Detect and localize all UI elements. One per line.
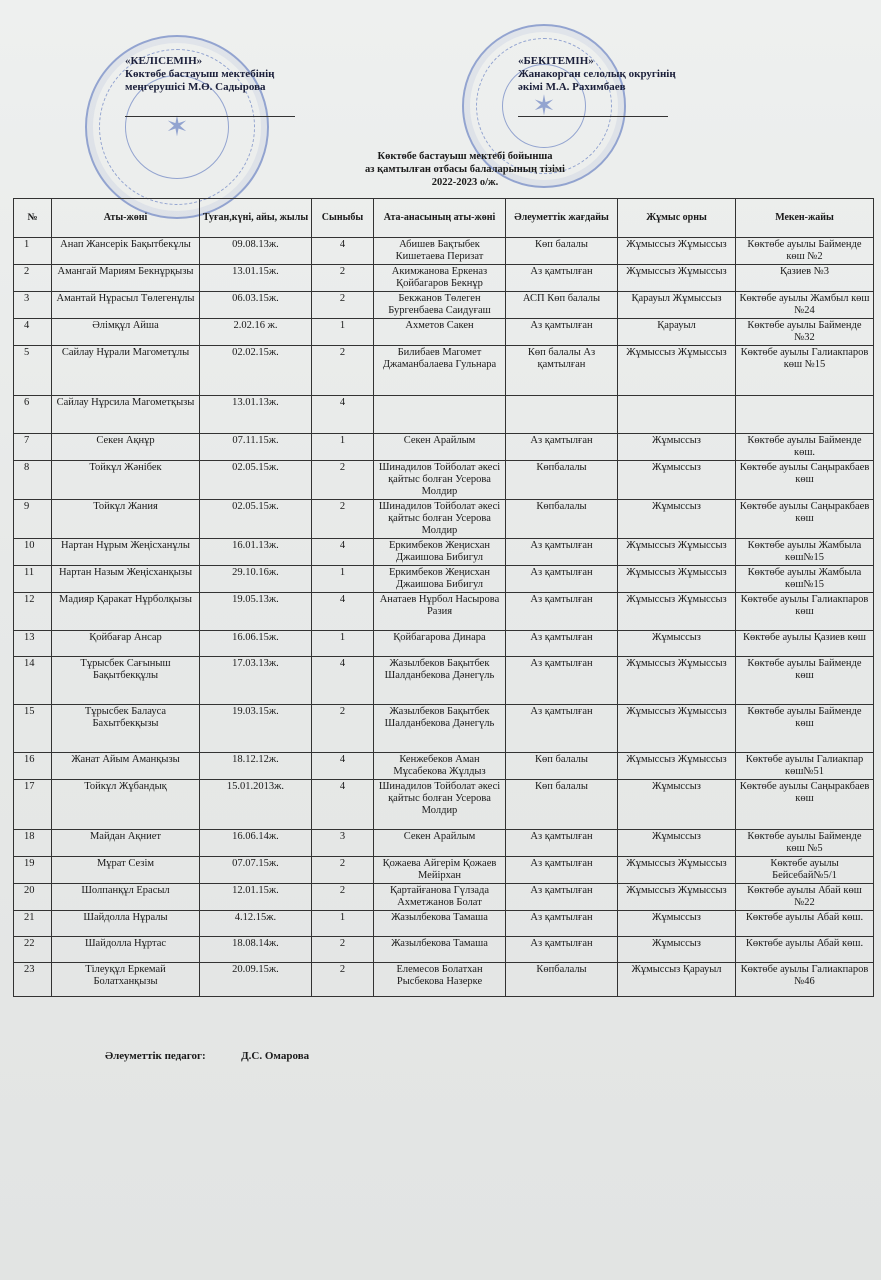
table-row — [14, 631, 874, 657]
table-row — [14, 461, 874, 500]
row-parents: Секен Арайлым — [374, 434, 506, 461]
header-grade: Сыныбы — [312, 199, 374, 238]
table-row — [14, 884, 874, 911]
row-workplace: Жұмыссыз Жұмыссыз — [618, 884, 736, 911]
row-parents: Жазылбекова Тамаша — [374, 911, 506, 937]
row-number: 11 — [14, 566, 52, 593]
row-workplace: Жұмыссыз — [618, 780, 736, 830]
row-birthdate: 19.03.15ж. — [200, 705, 312, 753]
row-address: Көктөбе ауылы Баймендe №32 — [736, 319, 874, 346]
row-address: Көктөбе ауылы Саңыракбаев көш — [736, 780, 874, 830]
row-parents — [374, 396, 506, 434]
row-birthdate: 15.01.2013ж. — [200, 780, 312, 830]
row-social-status: Көп балалы — [506, 753, 618, 780]
row-workplace: Жұмыссыз Жұмыссыз — [618, 857, 736, 884]
students-table — [13, 198, 874, 997]
row-birthdate: 18.08.14ж. — [200, 937, 312, 963]
row-birthdate: 02.05.15ж. — [200, 461, 312, 500]
row-address: Көктөбе ауылы Баймендe көш — [736, 657, 874, 705]
row-number: 3 — [14, 292, 52, 319]
row-parents: Секен Арайлым — [374, 830, 506, 857]
row-name: Мұрат Сезім — [52, 857, 200, 884]
approval-right-line1: Жанакорган селолық округінің — [518, 68, 676, 80]
footer-role: Әлеуметтік педагог: — [105, 1050, 206, 1062]
table-row — [14, 566, 874, 593]
row-name: Қойбағар Ансар — [52, 631, 200, 657]
row-name: Секен Ақнұр — [52, 434, 200, 461]
row-workplace: Жұмыссыз — [618, 434, 736, 461]
row-birthdate: 19.05.13ж. — [200, 593, 312, 631]
row-grade: 4 — [312, 753, 374, 780]
row-grade: 2 — [312, 884, 374, 911]
row-address: Көктөбе ауылы Абай көш №22 — [736, 884, 874, 911]
table-row — [14, 292, 874, 319]
signature-footer — [105, 1050, 309, 1062]
row-name: Шайдолла Нұртас — [52, 937, 200, 963]
header-workplace: Жұмыс орны — [618, 199, 736, 238]
row-social-status: Аз қамтылған — [506, 593, 618, 631]
row-address: Көктөбе ауылы Жамбыла көш№15 — [736, 566, 874, 593]
row-address: Көктөбе ауылы Баймендe көш — [736, 705, 874, 753]
row-workplace: Жұмыссыз Жұмыссыз — [618, 566, 736, 593]
row-parents: Еркимбеков Жеңисхан Джаишова Бибигул — [374, 539, 506, 566]
row-name: Мадияр Қаракат Нұрболқызы — [52, 593, 200, 631]
row-workplace: Жұмыссыз — [618, 500, 736, 539]
row-social-status: Аз қамтылған — [506, 319, 618, 346]
row-number: 14 — [14, 657, 52, 705]
row-grade: 1 — [312, 319, 374, 346]
row-social-status: Аз қамтылған — [506, 539, 618, 566]
row-birthdate: 13.01.15ж. — [200, 265, 312, 292]
row-birthdate: 12.01.15ж. — [200, 884, 312, 911]
row-address: Қазиев №3 — [736, 265, 874, 292]
row-social-status — [506, 396, 618, 434]
row-name: Майдан Ақниет — [52, 830, 200, 857]
row-grade: 2 — [312, 265, 374, 292]
row-number: 12 — [14, 593, 52, 631]
row-birthdate: 07.07.15ж. — [200, 857, 312, 884]
row-name: Тойкұл Жания — [52, 500, 200, 539]
row-parents: Билибаев Магомет Джаманбалаева Гульнара — [374, 346, 506, 396]
row-workplace: Қарауыл — [618, 319, 736, 346]
table-row — [14, 238, 874, 265]
title-line-2: аз қамтылған отбасы балаларының тізімі — [365, 164, 565, 175]
row-address: Көктөбе ауылы Баймендe көш №2 — [736, 238, 874, 265]
row-number: 23 — [14, 963, 52, 997]
row-name: Жанат Айым Аманқызы — [52, 753, 200, 780]
row-address: Көктөбе ауылы Галиакпаров көш №15 — [736, 346, 874, 396]
row-address: Көктөбе ауылы Саңыракбаев көш — [736, 461, 874, 500]
signature-line-left — [125, 115, 295, 117]
row-workplace: Жұмыссыз — [618, 461, 736, 500]
row-address: Көктөбе ауылы Галиакпаров көш — [736, 593, 874, 631]
row-social-status: Аз қамтылған — [506, 857, 618, 884]
table-row — [14, 705, 874, 753]
row-parents: Жазылбеков Бақытбек Шалданбекова Дәнегүль — [374, 657, 506, 705]
table-row — [14, 500, 874, 539]
row-address: Көктөбе ауылы Саңыракбаев көш — [736, 500, 874, 539]
row-name: Амантай Нұрасыл Төлегенұлы — [52, 292, 200, 319]
header-address: Мекен-жайы — [736, 199, 874, 238]
row-grade: 4 — [312, 396, 374, 434]
row-number: 21 — [14, 911, 52, 937]
row-grade: 1 — [312, 911, 374, 937]
table-row — [14, 434, 874, 461]
row-workplace: Жұмыссыз Жұмыссыз — [618, 753, 736, 780]
document-title — [300, 150, 630, 189]
row-grade: 2 — [312, 461, 374, 500]
row-grade: 3 — [312, 830, 374, 857]
row-parents: Қойбагарова Динара — [374, 631, 506, 657]
row-number: 18 — [14, 830, 52, 857]
row-number: 20 — [14, 884, 52, 911]
table-row — [14, 937, 874, 963]
row-grade: 2 — [312, 346, 374, 396]
row-birthdate: 13.01.13ж. — [200, 396, 312, 434]
signature-line-right — [518, 115, 668, 117]
row-workplace: Жұмыссыз — [618, 631, 736, 657]
row-grade: 2 — [312, 292, 374, 319]
row-grade: 2 — [312, 937, 374, 963]
row-grade: 4 — [312, 657, 374, 705]
row-parents: Шинадилов Тойболат әкесі қайтыс болған Усерова Молдир — [374, 461, 506, 500]
row-parents: Шинадилов Тойболат әкесі қайтыс болған Усерова Молдир — [374, 500, 506, 539]
row-social-status: Аз қамтылған — [506, 830, 618, 857]
row-parents: Елемесов Болатхан Рысбекова Назерке — [374, 963, 506, 997]
row-address: Көктөбе ауылы Абай көш. — [736, 911, 874, 937]
row-grade: 1 — [312, 566, 374, 593]
row-social-status: Көп балалы — [506, 780, 618, 830]
row-name: Әлімқұл Айша — [52, 319, 200, 346]
row-social-status: Көп балалы — [506, 238, 618, 265]
row-social-status: Аз қамтылған — [506, 434, 618, 461]
row-social-status: Көпбалалы — [506, 461, 618, 500]
row-address: Көктөбе ауылы Галиакпар көш№51 — [736, 753, 874, 780]
row-number: 4 — [14, 319, 52, 346]
row-name: Нартан Нұрым Жеңісханұлы — [52, 539, 200, 566]
table-row — [14, 539, 874, 566]
row-parents: Кенжебеков Аман Мұсабекова Жұлдыз — [374, 753, 506, 780]
row-name: Шайдолла Нұралы — [52, 911, 200, 937]
row-workplace: Жұмыссыз — [618, 937, 736, 963]
row-address: Көктөбе ауылы Баймендe көш №5 — [736, 830, 874, 857]
header-number: № — [14, 199, 52, 238]
row-name: Шолпанқұл Ерасыл — [52, 884, 200, 911]
header-parents: Ата-анасының аты-жөні — [374, 199, 506, 238]
approval-block-right — [518, 55, 676, 94]
row-workplace: Жұмыссыз Жұмыссыз — [618, 705, 736, 753]
row-address: Көктөбе ауылы Бейсебай№5/1 — [736, 857, 874, 884]
row-name: Тойкұл Жұбандық — [52, 780, 200, 830]
row-social-status: Аз қамтылған — [506, 911, 618, 937]
row-address: Көктөбе ауылы Абай көш. — [736, 937, 874, 963]
row-number: 8 — [14, 461, 52, 500]
table-row — [14, 753, 874, 780]
row-number: 9 — [14, 500, 52, 539]
row-number: 1 — [14, 238, 52, 265]
row-birthdate: 09.08.13ж. — [200, 238, 312, 265]
table-row — [14, 593, 874, 631]
row-workplace — [618, 396, 736, 434]
row-grade: 4 — [312, 238, 374, 265]
row-address: Көктөбе ауылы Қазиев көш — [736, 631, 874, 657]
row-grade: 4 — [312, 780, 374, 830]
row-social-status: Көп балалы Аз қамтылған — [506, 346, 618, 396]
title-line-3: 2022-2023 о/ж. — [431, 177, 499, 188]
row-grade: 4 — [312, 593, 374, 631]
row-number: 15 — [14, 705, 52, 753]
row-number: 7 — [14, 434, 52, 461]
row-name: Амангай Мариям Бекнұрқызы — [52, 265, 200, 292]
row-number: 13 — [14, 631, 52, 657]
header-birthdate: Туған,күні, айы, жылы — [200, 199, 312, 238]
row-number: 17 — [14, 780, 52, 830]
row-birthdate: 4.12.15ж. — [200, 911, 312, 937]
row-social-status: Аз қамтылған — [506, 884, 618, 911]
row-number: 2 — [14, 265, 52, 292]
row-workplace: Жұмыссыз Жұмыссыз — [618, 346, 736, 396]
row-grade: 1 — [312, 631, 374, 657]
table-row — [14, 830, 874, 857]
row-number: 22 — [14, 937, 52, 963]
row-number: 19 — [14, 857, 52, 884]
row-social-status: Аз қамтылған — [506, 937, 618, 963]
table-row — [14, 857, 874, 884]
row-birthdate: 16.06.14ж. — [200, 830, 312, 857]
title-line-1: Көктөбе бастауыш мектебі бойынша — [377, 151, 553, 162]
row-parents: Жазылбекова Тамаша — [374, 937, 506, 963]
row-birthdate: 2.02.16 ж. — [200, 319, 312, 346]
row-number: 5 — [14, 346, 52, 396]
row-social-status: Аз қамтылған — [506, 265, 618, 292]
row-name: Сайлау Нұрсила Магометқызы — [52, 396, 200, 434]
row-parents: Жазылбеков Бақытбек Шалданбекова Дәнегүль — [374, 705, 506, 753]
row-parents: Анатаев Нұрбол Насырова Разия — [374, 593, 506, 631]
row-birthdate: 17.03.13ж. — [200, 657, 312, 705]
row-workplace: Жұмыссыз Жұмыссыз — [618, 238, 736, 265]
row-birthdate: 18.12.12ж. — [200, 753, 312, 780]
row-workplace: Жұмыссыз Жұмыссыз — [618, 657, 736, 705]
table-row — [14, 319, 874, 346]
row-parents: Акимжанова Еркеназ Қойбагаров Бекнұр — [374, 265, 506, 292]
approval-right-header: «БЕКІТЕМІН» — [518, 55, 594, 67]
row-workplace: Жұмыссыз Жұмыссыз — [618, 593, 736, 631]
approval-right-line2: әкімі М.А. Рахимбаев — [518, 81, 626, 93]
row-workplace: Жұмыссыз — [618, 911, 736, 937]
row-name: Тұрысбек Сағыныш Бақытбекқұлы — [52, 657, 200, 705]
row-social-status: Аз қамтылған — [506, 566, 618, 593]
row-birthdate: 29.10.16ж. — [200, 566, 312, 593]
table-row — [14, 396, 874, 434]
approval-left-line1: Көктөбе бастауыш мектебінің — [125, 68, 275, 80]
table-row — [14, 780, 874, 830]
official-stamp-right: ✶ — [462, 24, 626, 188]
row-birthdate: 02.05.15ж. — [200, 500, 312, 539]
approval-block-left — [125, 55, 274, 94]
row-grade: 2 — [312, 705, 374, 753]
header-social-status: Әлеуметтік жағдайы — [506, 199, 618, 238]
row-birthdate: 20.09.15ж. — [200, 963, 312, 997]
row-name: Тойкұл Жәнібек — [52, 461, 200, 500]
row-birthdate: 16.01.13ж. — [200, 539, 312, 566]
row-address: Көктөбе ауылы Галиакпаров №46 — [736, 963, 874, 997]
row-name: Тұрысбек Балауса Бахытбекқызы — [52, 705, 200, 753]
row-social-status: Аз қамтылған — [506, 631, 618, 657]
row-social-status: Аз қамтылған — [506, 657, 618, 705]
row-parents: Бекжанов Төлеген Бургенбаева Саидуғаш — [374, 292, 506, 319]
row-parents: Қожаева Айгерім Қожаев Мейірхан — [374, 857, 506, 884]
row-parents: Шинадилов Тойболат әкесі қайтыс болған Усерова Молдир — [374, 780, 506, 830]
row-grade: 1 — [312, 434, 374, 461]
row-parents: Еркимбеков Жеңисхан Джаишова Бибигул — [374, 566, 506, 593]
row-social-status: Көпбалалы — [506, 500, 618, 539]
row-workplace: Жұмыссыз Қарауыл — [618, 963, 736, 997]
table-row — [14, 911, 874, 937]
row-address: Көктөбе ауылы Жамбыл көш №24 — [736, 292, 874, 319]
row-number: 10 — [14, 539, 52, 566]
table-header-row — [14, 199, 874, 238]
row-social-status: Көпбалалы — [506, 963, 618, 997]
row-parents: Абишев Бақтыбек Кишетаева Перизат — [374, 238, 506, 265]
header-name: Аты-жөні — [52, 199, 200, 238]
row-birthdate: 07.11.15ж. — [200, 434, 312, 461]
row-grade: 2 — [312, 500, 374, 539]
row-name: Нартан Назым Жеңісханқызы — [52, 566, 200, 593]
row-name: Анап Жансерік Бақытбекұлы — [52, 238, 200, 265]
row-address — [736, 396, 874, 434]
row-parents: Қартайғанова Гүлзада Ахметжанов Болат — [374, 884, 506, 911]
row-birthdate: 16.06.15ж. — [200, 631, 312, 657]
table-row — [14, 657, 874, 705]
footer-person: Д.С. Омарова — [241, 1050, 310, 1062]
table-row — [14, 963, 874, 997]
row-birthdate: 02.02.15ж. — [200, 346, 312, 396]
row-grade: 2 — [312, 857, 374, 884]
table-row — [14, 265, 874, 292]
row-workplace: Жұмыссыз Жұмыссыз — [618, 539, 736, 566]
row-workplace: Жұмыссыз — [618, 830, 736, 857]
table-row — [14, 346, 874, 396]
row-social-status: АСП Көп балалы — [506, 292, 618, 319]
row-address: Көктөбе ауылы Баймендe көш. — [736, 434, 874, 461]
approval-left-header: «КЕЛІСЕМІН» — [125, 55, 203, 67]
row-number: 16 — [14, 753, 52, 780]
row-number: 6 — [14, 396, 52, 434]
official-stamp-left: ✶ — [85, 35, 269, 219]
row-name: Тілеуқұл Еркемай Болатханқызы — [52, 963, 200, 997]
row-grade: 2 — [312, 963, 374, 997]
row-name: Сайлау Нұрали Магометұлы — [52, 346, 200, 396]
row-birthdate: 06.03.15ж. — [200, 292, 312, 319]
row-social-status: Аз қамтылған — [506, 705, 618, 753]
approval-left-line2: меңгерушісі М.Ө. Садырова — [125, 81, 266, 93]
row-grade: 4 — [312, 539, 374, 566]
row-workplace: Жұмыссыз Жұмыссыз — [618, 265, 736, 292]
row-parents: Ахметов Сакен — [374, 319, 506, 346]
row-workplace: Қарауыл Жұмыссыз — [618, 292, 736, 319]
row-address: Көктөбе ауылы Жамбыла көш№15 — [736, 539, 874, 566]
